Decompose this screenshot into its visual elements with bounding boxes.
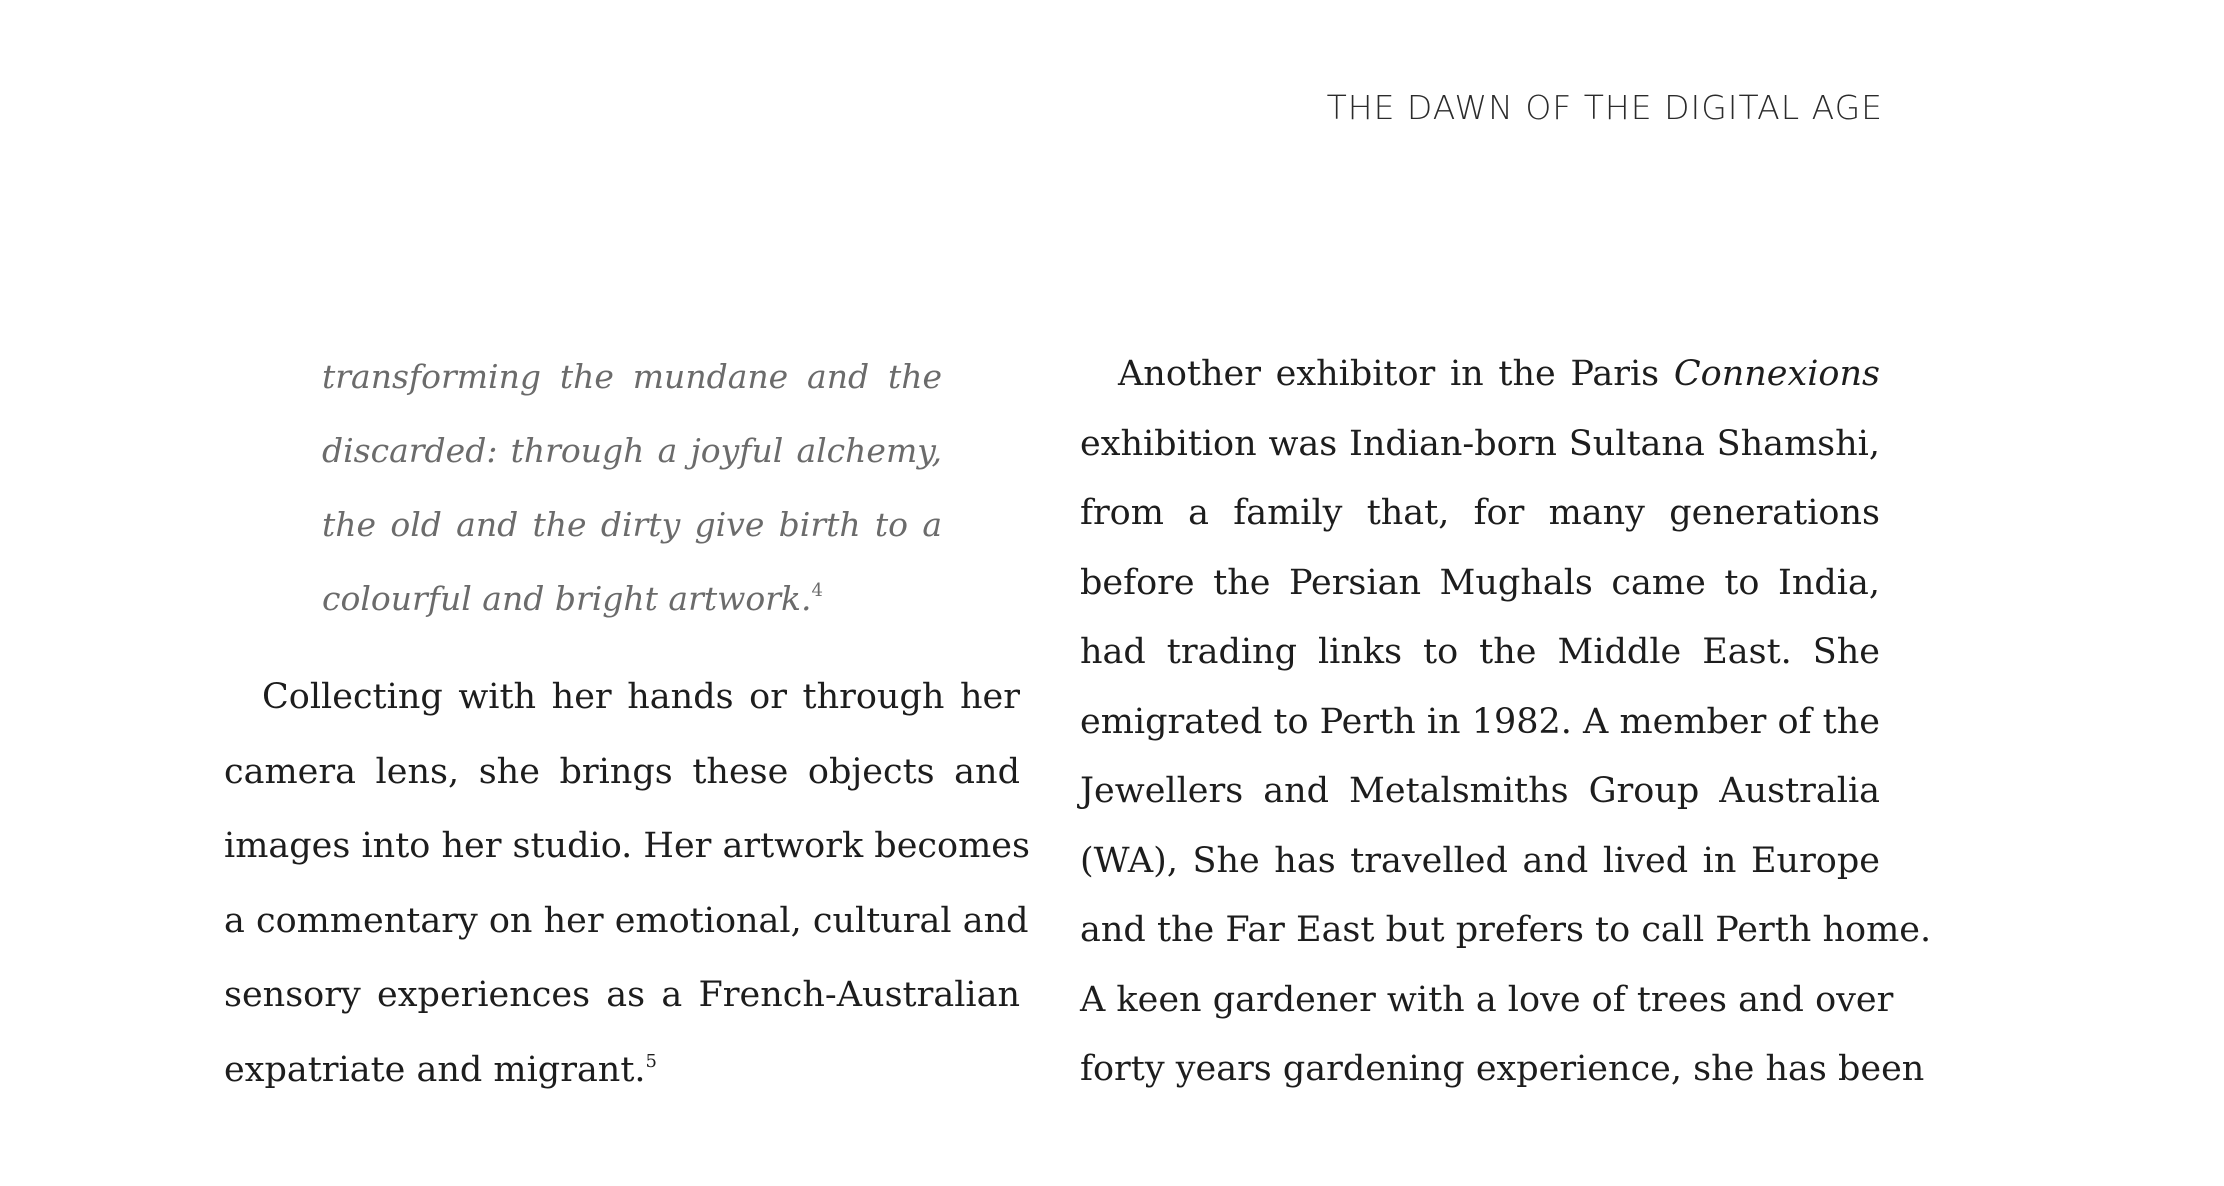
paragraph-line: sensory experiences as a French-Australian [224, 975, 1020, 1015]
quote-line-last [322, 562, 942, 636]
left-paragraph [224, 660, 1030, 1107]
paragraph-line-first [1080, 340, 1880, 410]
paragraph-line: before the Persian Mughals came to India, [1080, 562, 1880, 603]
footnote-marker: 4 [811, 580, 823, 601]
paragraph-line: had trading links to the Middle East. She [1080, 632, 1880, 672]
footnote-marker: 5 [645, 1050, 657, 1072]
paragraph-line: A keen gardener with a love of trees and over [1080, 979, 1894, 1020]
paragraph-line: and the Far East but prefers to call Perth home. [1080, 910, 1932, 950]
paragraph-line: images into her studio. Her artwork becomes [224, 826, 1030, 866]
paragraph-line: a commentary on her emotional, cultural and [224, 900, 1029, 941]
paragraph-line-last [224, 1033, 1020, 1108]
paragraph-text: Another exhibitor in the Paris [1118, 354, 1674, 394]
paragraph-line: forty years gardening experience, she has been [1080, 1049, 1925, 1089]
exhibition-title: Connexions [1673, 354, 1880, 394]
paragraph-line: Jewellers and Metalsmiths Group Australia [1080, 771, 1880, 811]
quote-line: the old and the dirty give birth to a [322, 505, 942, 544]
quote-line: transforming the mundane and the [322, 357, 942, 396]
running-header: THE DAWN OF THE DIGITAL AGE [1326, 88, 1883, 127]
quote-text: colourful and bright artwork. [322, 579, 812, 618]
paragraph-line: exhibition was Indian-born Sultana Shamshi, [1080, 423, 1880, 464]
paragraph-line: (WA), She has travelled and lived in Europe [1080, 840, 1880, 881]
paragraph-line: camera lens, she brings these objects and [224, 751, 1020, 792]
paragraph-line: emigrated to Perth in 1982. A member of the [1080, 701, 1880, 742]
paragraph-line: Collecting with her hands or through her [262, 677, 1020, 717]
block-quote [322, 340, 942, 636]
quote-line: discarded: through a joyful alchemy, [322, 431, 942, 470]
paragraph-text: expatriate and migrant. [224, 1049, 646, 1090]
paragraph-line: from a family that, for many generations [1080, 493, 1880, 533]
right-paragraph [1080, 340, 1932, 1105]
